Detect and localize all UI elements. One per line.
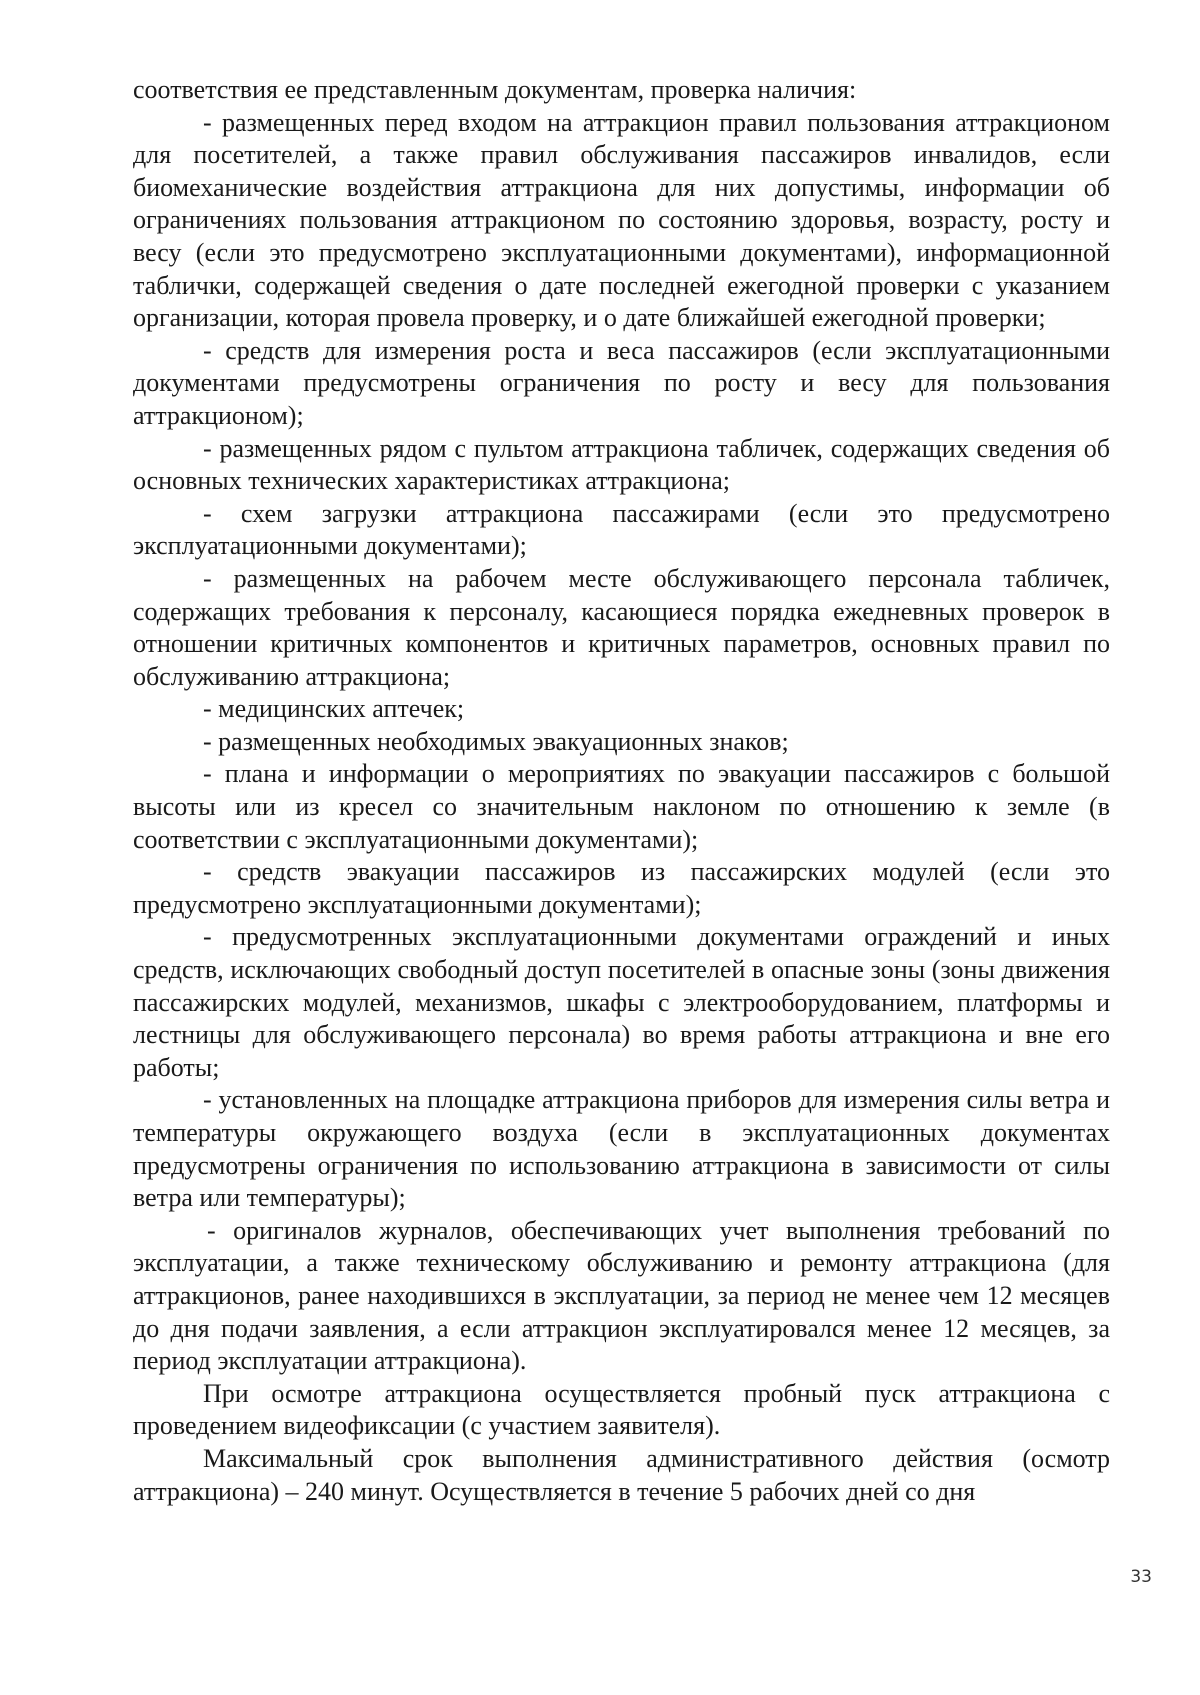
list-item: - размещенных необходимых эвакуационных знаков; — [203, 726, 789, 756]
list-item: - средств эвакуации пассажиров из пассажирских модулей (если это предусмотрено эксплуатационными документами); — [133, 857, 1110, 919]
list-item: - средств для измерения роста и веса пассажиров (если эксплуатационными документами предусмотрены ограничения по росту и весу для пользования аттракционом); — [133, 335, 1110, 430]
paragraph: соответствия ее представленным документам, проверка наличия: — [133, 75, 857, 104]
list-item: - схем загрузки аттракциона пассажирами (если это предусмотрено эксплуатационными документами); — [133, 498, 1110, 561]
list-item: - плана и информации о мероприятиях по эвакуации пассажиров с большой высоты или из кресел со значительным наклоном по отношению к земле (в соответствии с эксплуатационными документами); — [133, 759, 1110, 854]
list-item: - размещенных рядом с пультом аттракциона табличек, содержащих сведения об основных технических характеристиках аттракциона; — [133, 433, 1110, 496]
list-item: - предусмотренных эксплуатационными документами ограждений и иных средств, исключающих свободный доступ посетителей в опасные зоны (зоны движения пассажирских модулей, механизмов, шкафы с электрооборудованием, платформы и лестницы для обслуживающего персонала) во время работы аттракциона и вне его работы; — [133, 922, 1110, 1082]
document-body — [133, 74, 1110, 1508]
list-item: - размещенных на рабочем месте обслуживающего персонала табличек, содержащих требования к персоналу, касающиеся порядка ежедневных проверок в отношении критичных компонентов и критичных параметров, основных правил по обслуживанию аттракциона; — [133, 563, 1110, 691]
list-item: - установленных на площадке аттракциона приборов для измерения силы ветра и температуры окружающего воздуха (если в эксплуатационных документах предусмотрены ограничения по использованию аттракциона в зависимости от силы ветра или температуры); — [133, 1085, 1110, 1213]
list-item: - оригиналов журналов, обеспечивающих учет выполнения требований по эксплуатации, а также техническому обслуживанию и ремонту аттракциона (для аттракционов, ранее находившихся в эксплуатации, за период не менее чем 12 месяцев до дня подачи заявления, а если аттракцион эксплуатировался менее 12 месяцев, за период эксплуатации аттракциона). — [133, 1215, 1110, 1376]
paragraph: Максимальный срок выполнения административного действия (осмотр аттракциона) – 240 минут. Осуществляется в течение 5 рабочих дней со дня — [133, 1443, 1110, 1506]
page-number: 33 — [1130, 1567, 1152, 1587]
paragraph: При осмотре аттракциона осуществляется пробный пуск аттракциона с проведением видеофиксации (с участием заявителя). — [133, 1378, 1110, 1441]
list-item: - медицинских аптечек; — [203, 694, 465, 724]
list-item: - размещенных перед входом на аттракцион правил пользования аттракционом для посетителей, а также правил обслуживания пассажиров инвалидов, если биомеханические воздействия аттракциона для них допустимы, информации об ограничениях пользования аттракционом по состоянию здоровья, возрасту, росту и весу (если это предусмотрено эксплуатационными документами), информационной таблички, содержащей сведения о дате последней ежегодной проверки с указанием организации, которая провела проверку, и о дате ближайшей ежегодной проверки; — [133, 107, 1110, 333]
